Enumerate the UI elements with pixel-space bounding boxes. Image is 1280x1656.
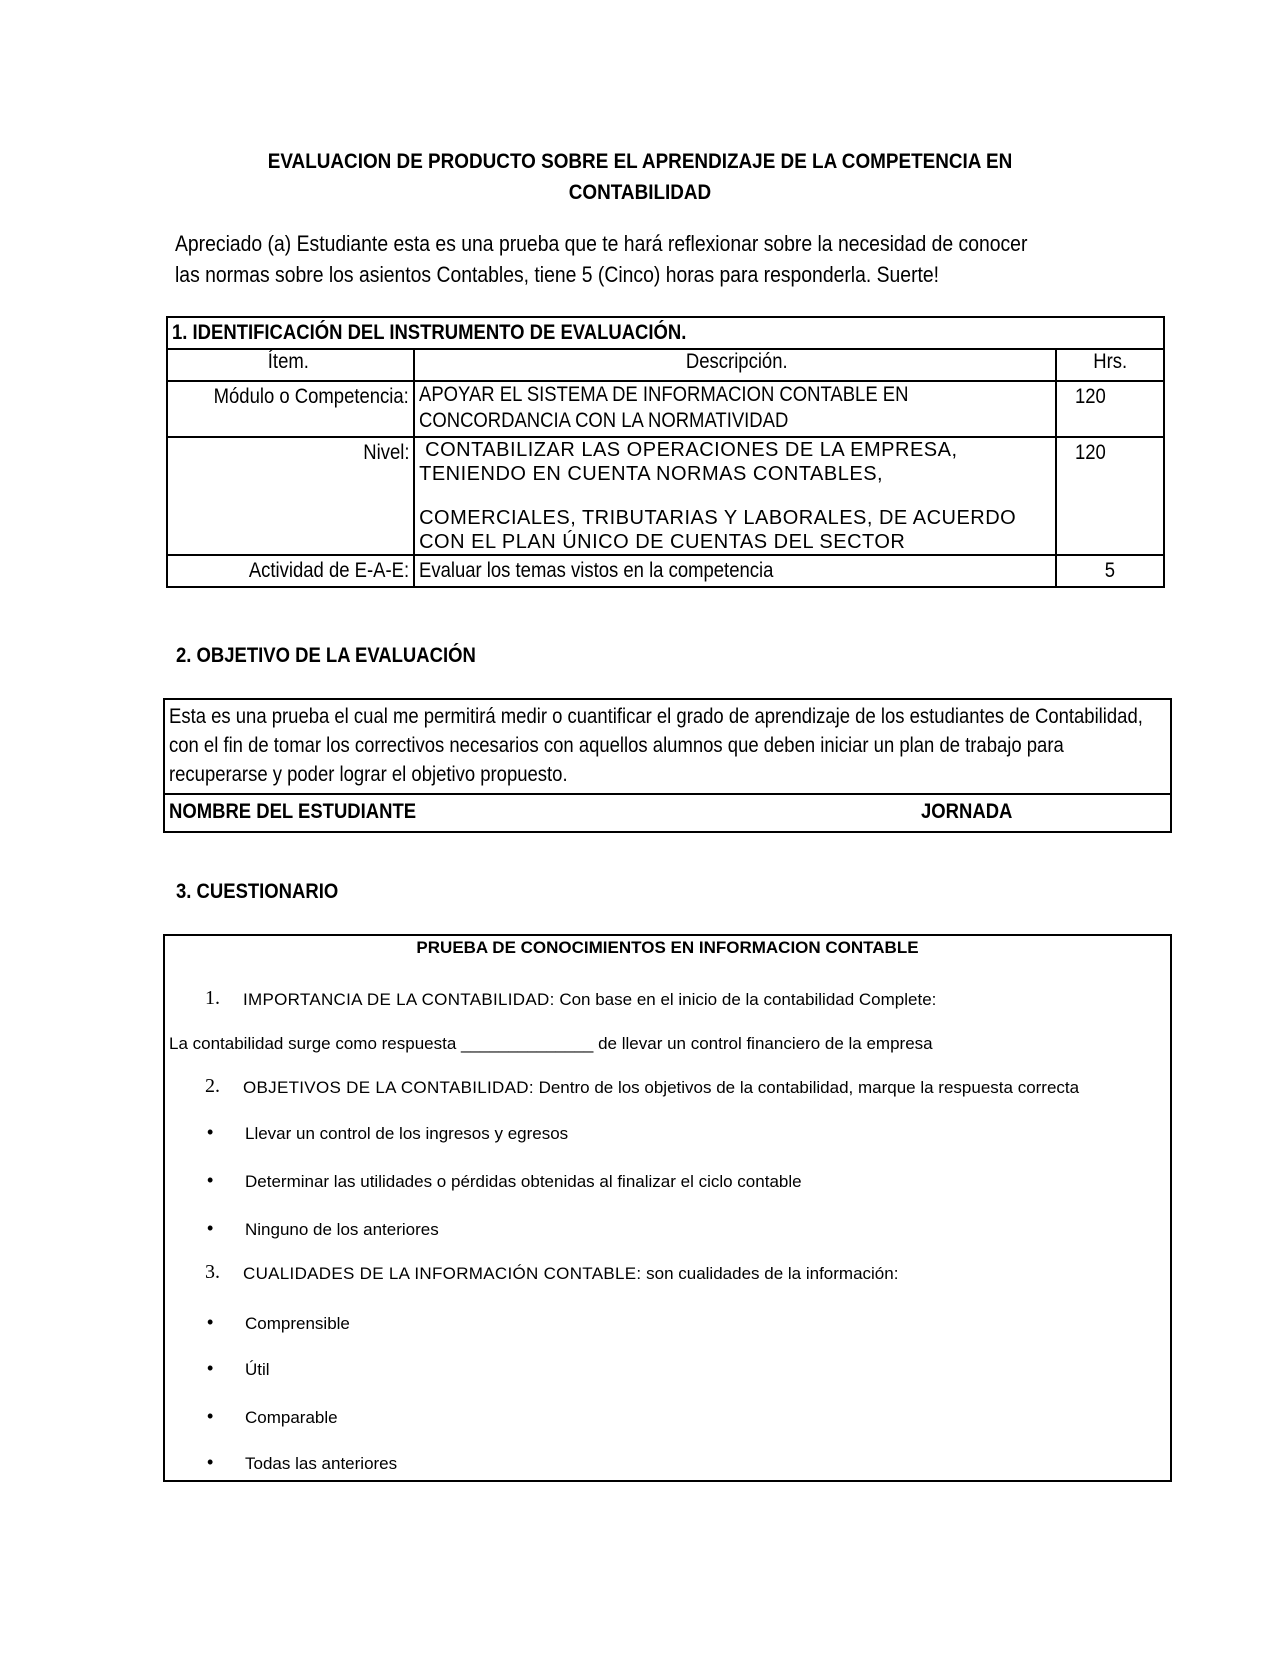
objective-text: Esta es una prueba el cual me permitirá medir o cuantificar el grado de aprendizaje de los estudiantes de Contabilidad, con el fin de tomar los correctivos necesarios con aquellos alumnos que deben iniciar un plan de trabajo para recuperarse y poder lograr el objetivo propuesto.: [165, 700, 1170, 795]
student-name-label: NOMBRE DEL ESTUDIANTE: [169, 800, 417, 823]
row-hours: 5: [1056, 555, 1164, 587]
title-line-2: CONTABILIDAD: [568, 181, 712, 204]
row-hours: 120: [1056, 437, 1164, 555]
intro-line-2: las normas sobre los asientos Contables, tiene 5 (Cinco) horas para responderla. Suerte!: [175, 262, 940, 287]
row-description: Evaluar los temas vistos en la competencia: [414, 555, 1056, 587]
intro-line-1: Apreciado (a) Estudiante esta es una prueba que te hará reflexionar sobre la necesidad de conocer: [175, 231, 1028, 256]
header-hours: Hrs.: [1056, 349, 1164, 381]
header-item: Ítem.: [167, 349, 414, 381]
table-row: [167, 381, 1164, 437]
document-title: [244, 146, 1036, 208]
intro-paragraph: [175, 228, 1028, 290]
row-description: CONTABILIZAR LAS OPERACIONES DE LA EMPRESA, TENIENDO EN CUENTA NORMAS CONTABLES, COMERCIALES, TRIBUTARIAS Y LABORALES, DE ACUERDO CON EL PLAN ÚNICO DE CUENTAS DEL SECTOR: [414, 437, 1056, 555]
section1-title: 1. IDENTIFICACIÓN DEL INSTRUMENTO DE EVALUACIÓN.: [167, 317, 1164, 349]
questionnaire-title: PRUEBA DE CONOCIMIENTOS EN INFORMACION CONTABLE: [416, 938, 919, 957]
row-item-label: Actividad de E-A-E:: [167, 555, 414, 587]
student-row: [165, 795, 1170, 831]
table-row: [167, 555, 1164, 587]
row-item-label: Módulo o Competencia:: [167, 381, 414, 437]
header-description: Descripción.: [414, 349, 1056, 381]
shift-label: JORNADA: [921, 800, 1013, 823]
section3-title: 3. CUESTIONARIO: [176, 880, 339, 903]
table-row: [167, 437, 1164, 555]
section2-title: 2. OBJETIVO DE LA EVALUACIÓN: [176, 644, 476, 667]
questionnaire-box: PRUEBA DE CONOCIMIENTOS EN INFORMACION CONTABLE 1. IMPORTANCIA DE LA CONTABILIDAD: Con base en el inicio de la contabilidad Complete: La contabilidad surge como respuesta ______________ de llevar un control financiero de la empresa 2. OBJETIVOS DE LA CONTABILIDAD: Dentro de los objetivos de la contabilidad, marque la respuesta correcta • Llevar un control de los ingresos y egresos • Determinar las utilidades o pérdidas obtenidas al finalizar el ciclo contable • Ninguno de los anteriores 3. CUALIDADES DE LA INFORMACIÓN CONTABLE: son cualidades de la información: • Comprensible • Útil • Comparable • Todas las anteriores: [163, 934, 1172, 1482]
objective-box: [163, 698, 1172, 833]
title-line-1: EVALUACION DE PRODUCTO SOBRE EL APRENDIZAJE DE LA COMPETENCIA EN: [267, 150, 1013, 173]
question-1-sentence: La contabilidad surge como respuesta ______________ de llevar un control financiero de la empresa: [169, 1034, 933, 1053]
row-description: APOYAR EL SISTEMA DE INFORMACION CONTABLE EN CONCORDANCIA CON LA NORMATIVIDAD: [414, 381, 1056, 437]
row-item-label: Nivel:: [167, 437, 414, 555]
row-hours: 120: [1056, 381, 1164, 437]
identification-table: [166, 316, 1165, 588]
